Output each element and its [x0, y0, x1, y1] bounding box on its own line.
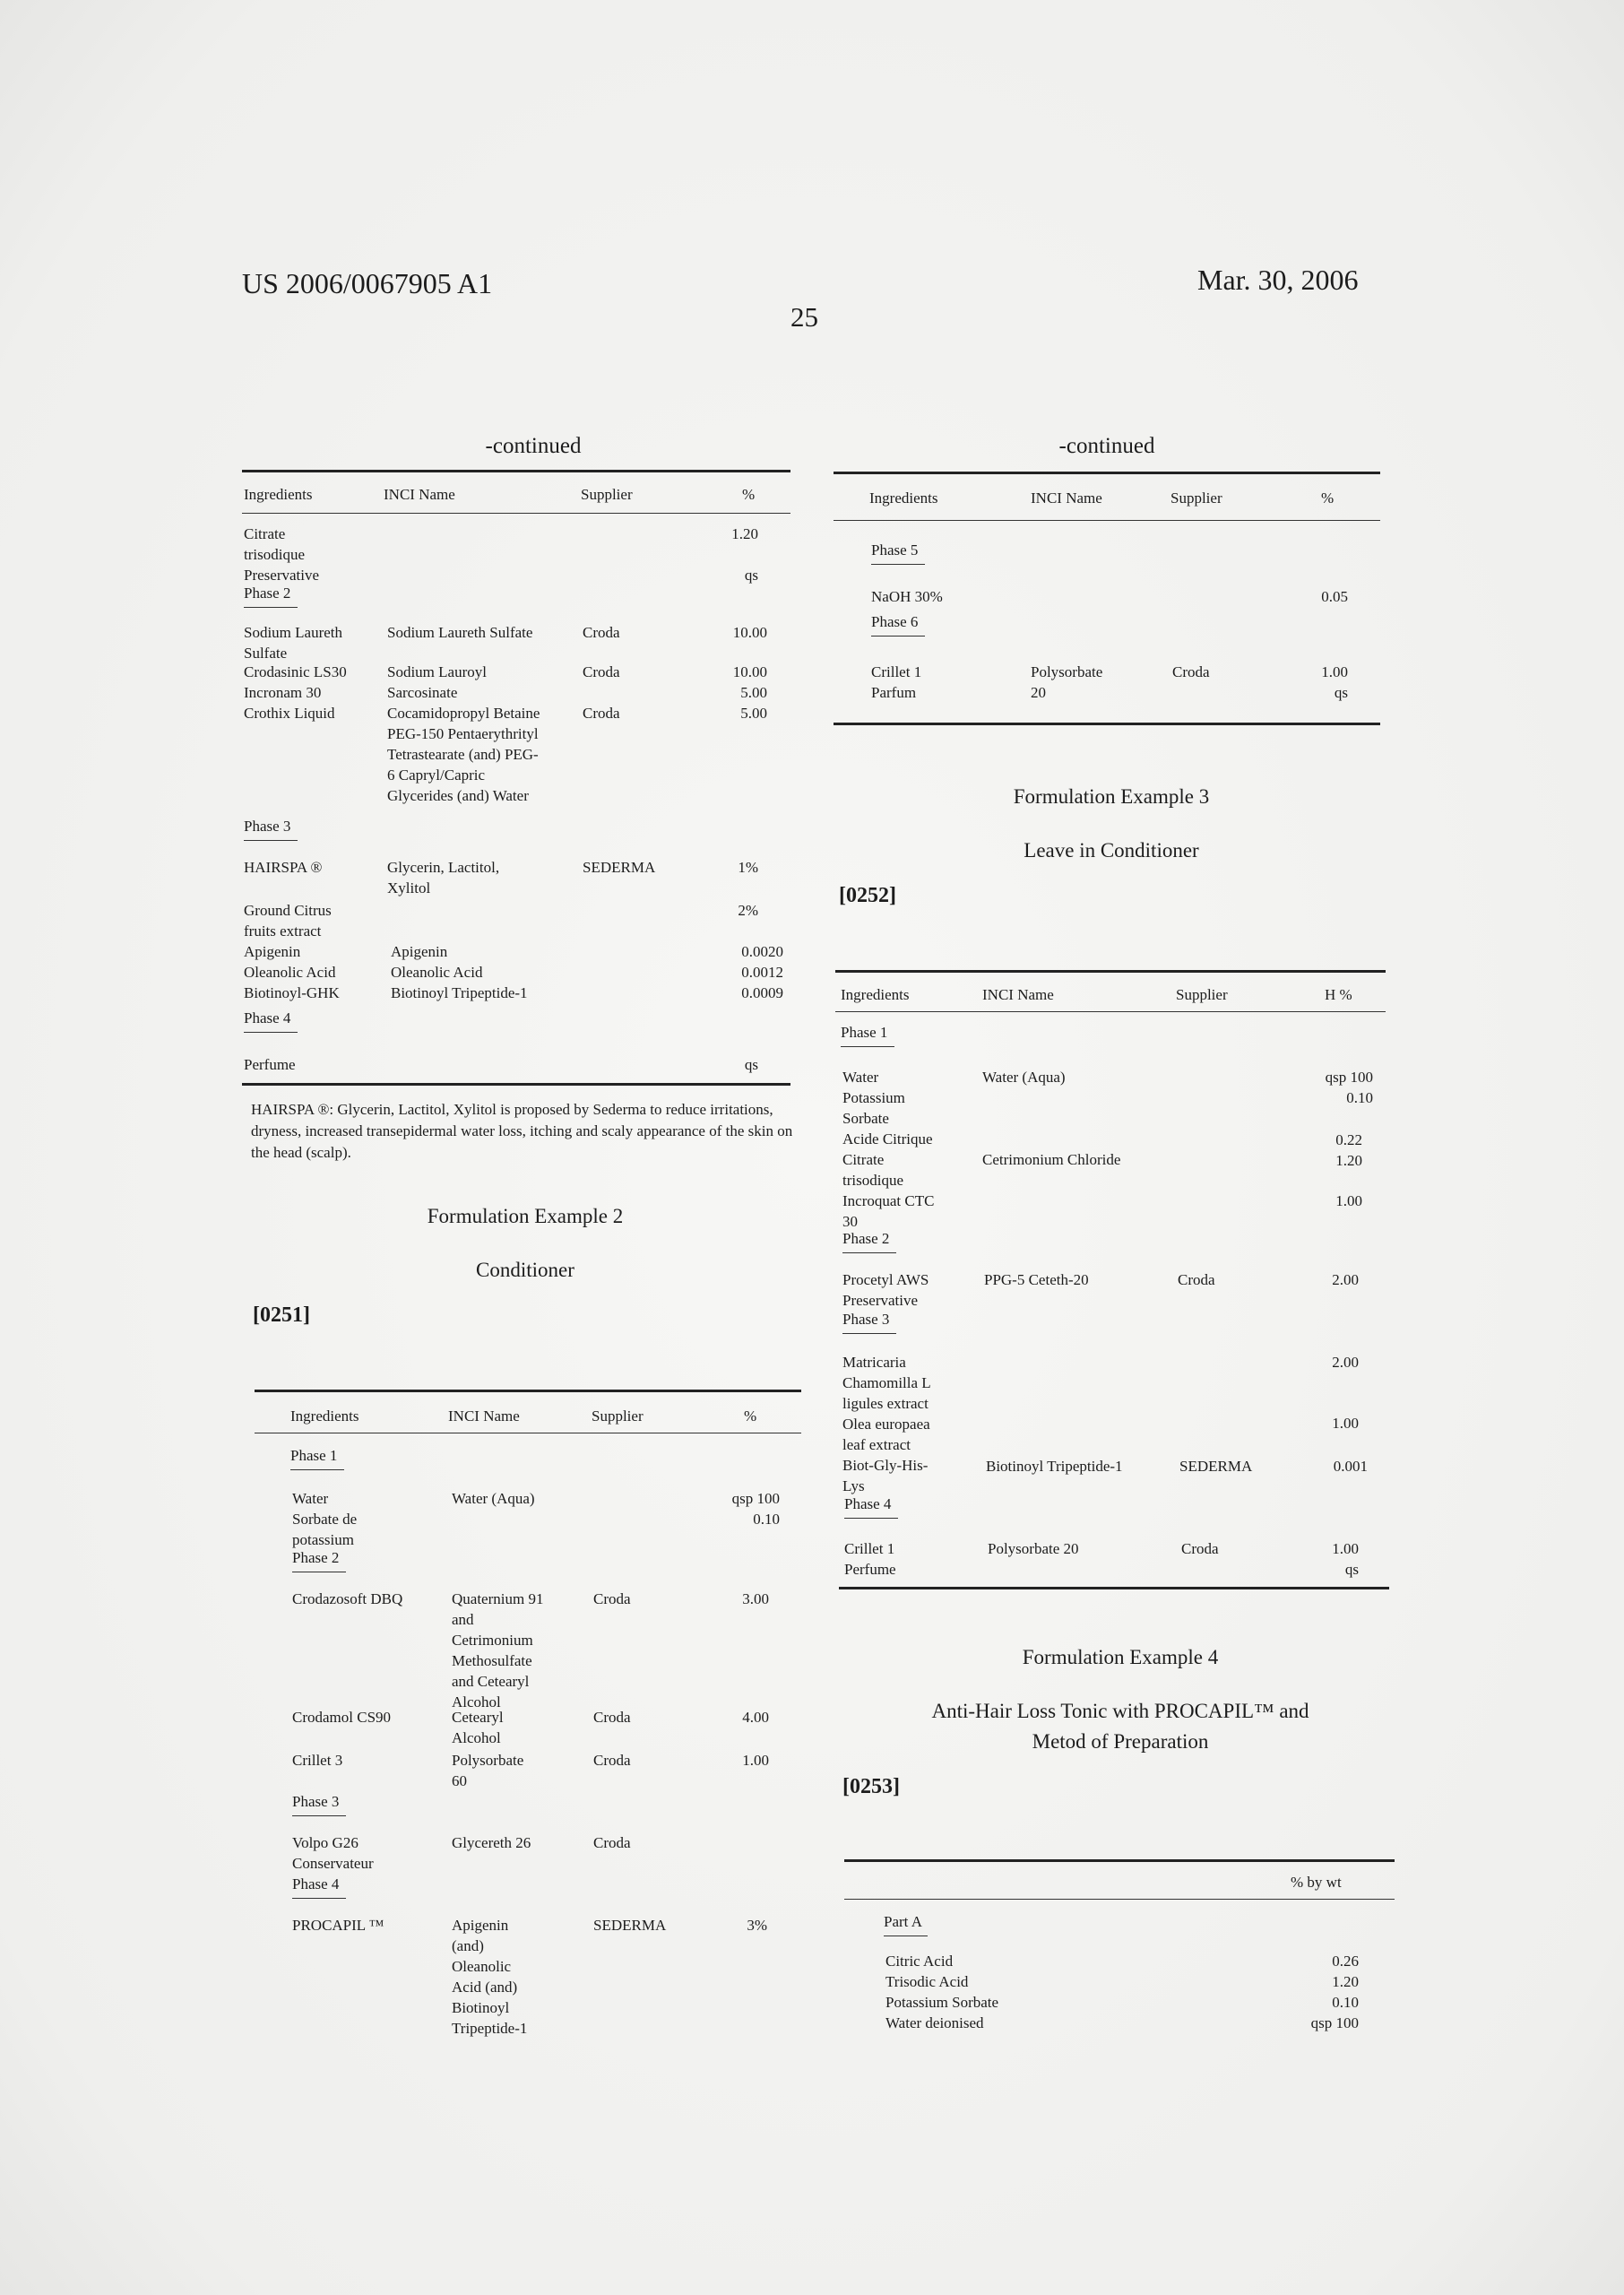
pct-cell: 2% — [738, 902, 758, 919]
phase-label: Part A — [884, 1913, 922, 1930]
paragraph-number: [0253] — [842, 1775, 900, 1798]
hairspa-note: HAIRSPA ®: Glycerin, Lactitol, Xylitol is proposed by Sederma to reduce irritations, dryness, increased transepidermal water loss, itching and scaly appearance of the skin on the head (scalp). — [251, 1101, 793, 1161]
ingredient-cell: Citric Acid Trisodic Acid Potassium Sorbate Water deionised — [885, 1953, 999, 2031]
supplier-cell: Croda — [583, 624, 620, 641]
col-by-weight: % by wt — [1291, 1874, 1342, 1891]
col-supplier: Supplier — [1170, 489, 1222, 507]
ingredient-cell: NaOH 30% — [871, 588, 943, 605]
phase-label: Phase 5 — [871, 541, 919, 559]
ingredient-cell: Matricaria Chamomilla L ligules extract Olea europaea leaf extract Biot-Gly-His- Lys — [842, 1354, 931, 1494]
table-rule — [242, 513, 790, 514]
col-inci: INCI Name — [1031, 489, 1102, 507]
col-ingredients: Ingredients — [841, 986, 910, 1003]
inci-cell: Water (Aqua) — [982, 1069, 1066, 1086]
ingredient-cell: Crodazosoft DBQ — [292, 1590, 403, 1607]
publication-date: Mar. 30, 2006 — [1197, 264, 1359, 296]
table-rule — [839, 1587, 1389, 1589]
table-rule — [844, 1859, 1395, 1862]
inci-cell: Cetrimonium Chloride — [982, 1151, 1121, 1168]
inci-cell: Glycereth 26 — [452, 1834, 531, 1851]
inci-cell: Biotinoyl Tripeptide-1 — [986, 1458, 1123, 1475]
col-supplier: Supplier — [581, 486, 633, 503]
phase-label: Phase 1 — [841, 1024, 888, 1041]
col-inci: INCI Name — [384, 486, 455, 503]
col-ingredients: Ingredients — [869, 489, 938, 507]
phase-label: Phase 2 — [842, 1230, 890, 1247]
ingredient-cell: Crillet 3 — [292, 1752, 343, 1769]
inci-cell: Quaternium 91 and Cetrimonium Methosulfate and Cetearyl Alcohol — [452, 1590, 544, 1710]
pct-cell: 1.00 — [1335, 1192, 1362, 1209]
table-rule — [835, 970, 1386, 973]
col-ingredients: Ingredients — [290, 1407, 359, 1425]
pct-cell: 3.00 — [742, 1590, 769, 1607]
ingredient-cell: Crodasinic LS30 Incronam 30 Crothix Liquid — [244, 663, 347, 722]
phase-label: Phase 3 — [292, 1793, 340, 1810]
paragraph-number: [0252] — [839, 884, 896, 907]
supplier-cell: Croda — [593, 1590, 631, 1607]
inci-cell: Cetearyl Alcohol — [452, 1709, 504, 1746]
pct-cell: 0.001 — [1333, 1458, 1368, 1475]
pct-cell: 1% — [738, 859, 758, 876]
ingredient-cell: Sodium Laureth Sulfate — [244, 624, 343, 662]
col-supplier: Supplier — [1176, 986, 1228, 1003]
example-subtitle: Anti-Hair Loss Tonic with PROCAPIL™ and Metod of Preparation — [931, 1700, 1309, 1753]
inci-cell: Polysorbate 20 — [988, 1540, 1079, 1557]
supplier-cell: Croda — [1178, 1271, 1215, 1288]
pct-cell: qs — [744, 1056, 758, 1073]
pct-cell: 2.00 — [1332, 1354, 1359, 1371]
ingredient-cell: HAIRSPA ® — [244, 859, 323, 876]
example-subtitle: Conditioner — [476, 1259, 574, 1281]
page-number: 25 — [790, 301, 818, 333]
table-rule — [242, 1083, 790, 1086]
ingredient-cell: Water Potassium Sorbate Acide Citrique Citrate trisodique Incroquat CTC 30 — [842, 1069, 935, 1230]
phase-label: Phase 4 — [292, 1875, 340, 1892]
supplier-cell: Croda — [1181, 1540, 1219, 1557]
ingredient-cell: PROCAPIL ™ — [292, 1917, 384, 1934]
phase-label: Phase 4 — [844, 1495, 892, 1512]
phase-label: Phase 3 — [244, 818, 291, 835]
ingredient-cell: Ground Citrus fruits extract — [244, 902, 332, 940]
ingredient-cell: Citrate trisodique — [244, 525, 305, 563]
supplier-cell: SEDERMA — [583, 859, 656, 876]
pct-cell: 10.00 — [732, 624, 767, 641]
inci-cell: Sodium Lauroyl Sarcosinate Cocamidopropyl Betaine PEG-150 Pentaerythrityl Tetrastearate (and) PEG- 6 Capryl/Capric Glycerides (and) Water — [387, 663, 540, 804]
ingredient-cell: Water Sorbate de potassium — [292, 1490, 358, 1548]
table-rule — [834, 472, 1380, 474]
pct-cell: 10.00 5.00 5.00 — [732, 663, 767, 722]
pct-cell: 0.22 1.20 — [1335, 1131, 1362, 1169]
inci-cell: Polysorbate 60 — [452, 1752, 524, 1789]
pct-cell: qsp 100 0.10 — [731, 1490, 780, 1528]
pct-cell: 1.00 — [742, 1752, 769, 1769]
paragraph-number: [0251] — [253, 1303, 310, 1327]
col-pct: % — [742, 486, 756, 503]
col-hpct: H % — [1325, 986, 1352, 1003]
pct-cell: 3% — [747, 1917, 767, 1934]
table-rule — [834, 520, 1380, 521]
continued-label-right: -continued — [1058, 434, 1155, 458]
pct-cell: 4.00 — [742, 1709, 769, 1726]
supplier-cell: Croda — [593, 1834, 631, 1851]
supplier-cell: SEDERMA — [1179, 1458, 1253, 1475]
col-inci: INCI Name — [982, 986, 1054, 1003]
col-pct: % — [1321, 489, 1335, 507]
inci-cell: PPG-5 Ceteth-20 — [984, 1271, 1089, 1288]
inci-cell: Sodium Laureth Sulfate — [387, 624, 533, 641]
pct-cell: 2.00 — [1332, 1271, 1359, 1288]
inci-cell: Apigenin Oleanolic Acid Biotinoyl Tripeptide-1 — [391, 943, 528, 1001]
continued-label-left: -continued — [485, 434, 582, 458]
table-rule — [835, 1011, 1386, 1012]
phase-label: Phase 4 — [244, 1009, 291, 1026]
phase-label: Phase 2 — [292, 1549, 340, 1566]
pct-cell: 0.26 1.20 0.10 qsp 100 — [1310, 1953, 1359, 2031]
pct-cell: 0.05 — [1321, 588, 1348, 605]
col-ingredients: Ingredients — [244, 486, 313, 503]
phase-label: Phase 6 — [871, 613, 919, 630]
phase-label: Phase 1 — [290, 1447, 338, 1464]
col-inci: INCI Name — [448, 1407, 520, 1425]
table-rule — [255, 1390, 801, 1392]
ingredient-cell: Procetyl AWS Preservative — [842, 1271, 929, 1309]
supplier-cell: Croda — [1172, 663, 1210, 680]
table-rule — [834, 723, 1380, 725]
col-pct: % — [744, 1407, 757, 1425]
example-title: Formulation Example 4 — [1022, 1646, 1219, 1668]
phase-label: Phase 3 — [842, 1311, 890, 1328]
inci-cell: Polysorbate 20 — [1031, 663, 1103, 701]
example-title: Formulation Example 2 — [427, 1205, 624, 1227]
example-subtitle: Leave in Conditioner — [1024, 839, 1199, 862]
ingredient-cell: Volpo G26 Conservateur — [292, 1834, 374, 1872]
pct-cell: 0.0020 0.0012 0.0009 — [741, 943, 783, 1001]
ingredient-cell: Crodamol CS90 — [292, 1709, 392, 1726]
phase-label: Phase 2 — [244, 585, 291, 602]
pct-cell: 1.20 — [731, 525, 758, 542]
table-rule — [242, 470, 790, 472]
patent-number: US 2006/0067905 A1 — [242, 267, 493, 299]
supplier-cell: SEDERMA — [593, 1917, 667, 1934]
pct-cell: 1.00 qs — [1332, 1540, 1359, 1578]
col-supplier: Supplier — [592, 1407, 644, 1425]
inci-cell: Water (Aqua) — [452, 1490, 535, 1507]
ingredient-cell: Perfume — [244, 1056, 296, 1073]
table-rule — [844, 1899, 1395, 1900]
supplier-cell: Croda — [593, 1752, 631, 1769]
ingredient-cell: Preservative — [244, 567, 320, 584]
example-title: Formulation Example 3 — [1013, 785, 1210, 808]
pct-cell: 1.00 qs — [1321, 663, 1348, 701]
supplier-cell: Croda Croda — [583, 663, 620, 722]
inci-cell: Glycerin, Lactitol, Xylitol — [387, 859, 500, 896]
ingredient-cell: Crillet 1 Perfume — [844, 1540, 896, 1578]
pct-cell: qs — [744, 567, 758, 584]
ingredient-cell: Apigenin Oleanolic Acid Biotinoyl-GHK — [244, 943, 340, 1001]
supplier-cell: Croda — [593, 1709, 631, 1726]
pct-cell: qsp 100 0.10 — [1325, 1069, 1373, 1106]
pct-cell: 1.00 — [1332, 1415, 1359, 1432]
inci-cell: Apigenin (and) Oleanolic Acid (and) Biotinoyl Tripeptide-1 — [452, 1917, 528, 2037]
ingredient-cell: Crillet 1 Parfum — [871, 663, 922, 701]
